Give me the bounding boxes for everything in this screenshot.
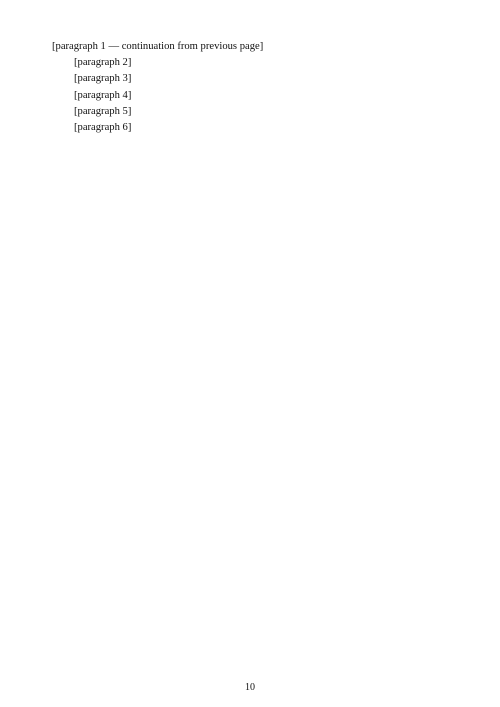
- body-text: [52, 40, 448, 135]
- paragraph-3: [52, 72, 448, 86]
- page-number: 10: [245, 682, 255, 693]
- paragraph-2: [52, 56, 448, 70]
- text-run: [paragraph 3]: [74, 73, 132, 85]
- text-run: [paragraph 4]: [74, 89, 132, 101]
- paragraph-5: [52, 105, 448, 119]
- paragraph-4: [52, 89, 448, 103]
- text-run: [paragraph 5]: [74, 105, 132, 117]
- text-run: [paragraph 1 — continuation from previous page]: [52, 41, 264, 52]
- paragraph-1: [52, 40, 448, 54]
- text-run: [paragraph 6]: [74, 122, 132, 134]
- paragraph-6: [52, 121, 448, 135]
- text-run: [paragraph 2]: [74, 57, 132, 69]
